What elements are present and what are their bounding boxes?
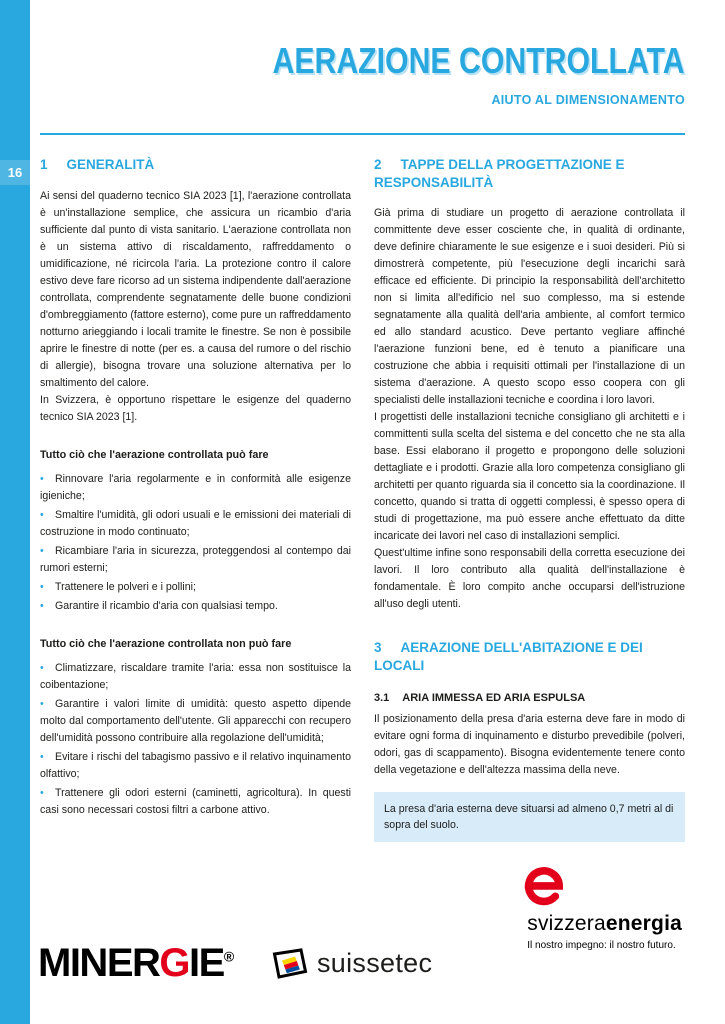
svizzeraenergia-e-icon bbox=[521, 862, 569, 912]
svizzeraenergia-tagline: Il nostro impegno: il nostro futuro. bbox=[527, 940, 676, 951]
list-item bbox=[40, 579, 351, 596]
header-divider bbox=[40, 133, 685, 135]
bullet-icon: • bbox=[40, 599, 44, 612]
section-2-paragraph-1: Già prima di studiare un progetto di aerazione controllata il committente deve esser cosciente che, in qualità di ordinante, deve definire chiaramente le sue esigenze e i suoi desideri. Più si dimostrerà competente, più l'esecuzione degli incarichi sarà efficace ed efficiente. Di principio la responsabilità dell'architetto non si limita all'edificio nel suo complesso, ma si estende segnatamente alla qualità dell'aria ambiente, al comfort termico ed allo standard acustico. Deve pertanto vegliare affinché l'aerazione funzioni bene, ed è tenuto a pianificare una costruzione che abbia i requisiti ottimali per l'installazione di un sistema d'aerazione. A questo scopo esso coopera con gli specialisti delle installazioni tecniche e coordina i loro lavori. bbox=[374, 207, 685, 407]
list-item-text: Ricambiare l'aria in sicurezza, proteggendosi al contempo dai rumori esterni; bbox=[40, 544, 351, 574]
section-1-number: 1 bbox=[40, 157, 48, 172]
cannot-do-heading: Tutto ciò che l'aerazione controllata non può fare bbox=[40, 637, 292, 650]
section-3-1-number: 3.1 bbox=[374, 692, 390, 705]
suissetec-wordmark: suissetec bbox=[317, 948, 433, 978]
right-column bbox=[374, 156, 685, 842]
svizzeraenergia-wordmark bbox=[527, 912, 682, 936]
list-item bbox=[40, 598, 351, 615]
list-item-text: Garantire il ricambio d'aria con qualsiasi tempo. bbox=[55, 599, 278, 612]
suissetec-logo bbox=[272, 948, 432, 979]
section-3-title: AERAZIONE DELL'ABITAZIONE E DEI LOCALI bbox=[374, 640, 643, 673]
document-header bbox=[194, 40, 685, 107]
list-item bbox=[40, 507, 351, 541]
minergie-text-g: G bbox=[159, 941, 190, 985]
list-item-text: Evitare i rischi del tabagismo passivo e il relativo inquinamento olfattivo; bbox=[40, 750, 351, 780]
bullet-icon: • bbox=[40, 544, 44, 557]
bullet-icon: • bbox=[40, 786, 44, 799]
list-item bbox=[40, 749, 351, 783]
list-item bbox=[40, 785, 351, 819]
svizzeraenergia-word-svizzera: svizzera bbox=[527, 912, 606, 935]
bullet-icon: • bbox=[40, 580, 44, 593]
bullet-icon: • bbox=[40, 697, 44, 710]
list-item-text: Trattenere gli odori esterni (caminetti, agricoltura). In questi casi sono necessari costosi filtri a carbone attivo. bbox=[40, 786, 351, 816]
section-1-paragraph-1: Ai sensi del quaderno tecnico SIA 2023 [1], l'aerazione controllata è un'installazione semplice, che assicura un ricambio d'aria sufficiente dal punto di vista sanitario. L'aerazione controllata non è un sistema attivo di riscaldamento, raffreddamento o umidificazione, né ricircola l'aria. La protezione contro il calore estivo deve fare ricorso ad un sistema indipendente dall'aerazione controllata, comprendente segnatamente delle buone condizioni d'ombreggiamento (fattore esterno), come pure un raffreddamento notturno arieggiando i locali tramite le finestre. Se non è possibile aprire le finestre di notte (per es. a causa del rumore o del rischio di allergie), bisogna trovare una soluzione alternativa per lo smaltimento del calore. bbox=[40, 189, 351, 389]
list-item-text: Smaltire l'umidità, gli odori usuali e le emissioni dei materiali di costruzione in modo continuato; bbox=[40, 508, 351, 538]
list-item bbox=[40, 696, 351, 747]
section-1-paragraph-2: In Svizzera, è opportuno rispettare le esigenze del quaderno tecnico SIA 2023 [1]. bbox=[40, 393, 351, 423]
left-column bbox=[40, 156, 351, 842]
section-3-1-heading bbox=[374, 692, 685, 704]
can-do-heading: Tutto ciò che l'aerazione controllata può fare bbox=[40, 448, 269, 461]
page-number: 16 bbox=[0, 160, 30, 185]
list-item-text: Trattenere le polveri e i pollini; bbox=[55, 580, 196, 593]
bullet-icon: • bbox=[40, 661, 44, 674]
list-item bbox=[40, 543, 351, 577]
list-item bbox=[40, 471, 351, 505]
list-item-text: Climatizzare, riscaldare tramite l'aria: essa non sostituisce la coibentazione; bbox=[40, 661, 351, 691]
svizzeraenergia-word-energia: energia bbox=[605, 912, 682, 935]
page-subtitle: AIUTO AL DIMENSIONAMENTO bbox=[491, 93, 685, 107]
section-1-title: GENERALITÀ bbox=[66, 157, 155, 172]
list-item-text: Rinnovare l'aria regolarmente e in conformità alle esigenze igieniche; bbox=[40, 472, 351, 502]
section-2-paragraph-2: I progettisti delle installazioni tecniche consigliano gli architetti e i committenti sulla scelta del sistema e del concetto che ne sta alla base. Essi elaborano il progetto e propongono delle soluzioni dettagliate e i prodotti. Grazie alla loro competenza consigliano gli architetti per quanto riguarda sia il concetto sia la coordinazione. Il concetto, quando si tratta di oggetti complessi, è spesso opera di studi di progettazione, ma può essere anche effettuato da ditte incaricate dei lavori nel caso di installazioni semplici. bbox=[374, 411, 685, 543]
list-item-text: Garantire i valori limite di umidità: questo aspetto dipende molto dal comportamento dell'utente. Gli apparecchi con recupero dell'umidità possono contribuire alla regolazione dell'umidità; bbox=[40, 697, 351, 744]
section-3-1-paragraph: Il posizionamento della presa d'aria esterna deve fare in modo di evitare ogni forma di inquinamento e disturbo prevedibile (polveri, odori, gas di scappamento). Bisogna evidentemente tenere conto della vegetazione e dell'altezza massima della neve. bbox=[374, 713, 685, 777]
section-3-heading bbox=[374, 639, 685, 674]
svizzeraenergia-logo bbox=[527, 862, 682, 951]
section-2-number: 2 bbox=[374, 157, 382, 172]
suissetec-flag-icon bbox=[272, 948, 308, 979]
highlight-note-box: La presa d'aria esterna deve situarsi ad almeno 0,7 metri al di sopra del suolo. bbox=[374, 792, 685, 842]
content-columns bbox=[40, 156, 685, 842]
section-2-title: TAPPE DELLA PROGETTAZIONE E RESPONSABILITÀ bbox=[374, 157, 625, 190]
list-item bbox=[40, 660, 351, 694]
minergie-logo bbox=[38, 941, 234, 986]
minergie-text-part1: MINER bbox=[38, 941, 160, 985]
bullet-icon: • bbox=[40, 508, 44, 521]
section-2-paragraph-3: Quest'ultime infine sono responsabili della corretta esecuzione dei lavori. Il loro contributo alla qualità dell'installazione è fondamentale. È loro compito anche occuparsi dell'istruzione all'uso degli utenti. bbox=[374, 547, 685, 611]
page-title: AERAZIONE CONTROLLATA bbox=[272, 40, 685, 81]
section-1-heading bbox=[40, 156, 351, 174]
left-accent-bar bbox=[0, 0, 30, 1024]
section-3-number: 3 bbox=[374, 640, 382, 656]
minergie-text-part3: IE bbox=[189, 941, 224, 985]
registered-trademark-icon: ® bbox=[223, 948, 235, 965]
section-3-1-title: ARIA IMMESSA ED ARIA ESPULSA bbox=[402, 692, 586, 705]
bullet-icon: • bbox=[40, 750, 44, 763]
section-2-heading bbox=[374, 156, 685, 191]
bullet-icon: • bbox=[40, 472, 44, 485]
